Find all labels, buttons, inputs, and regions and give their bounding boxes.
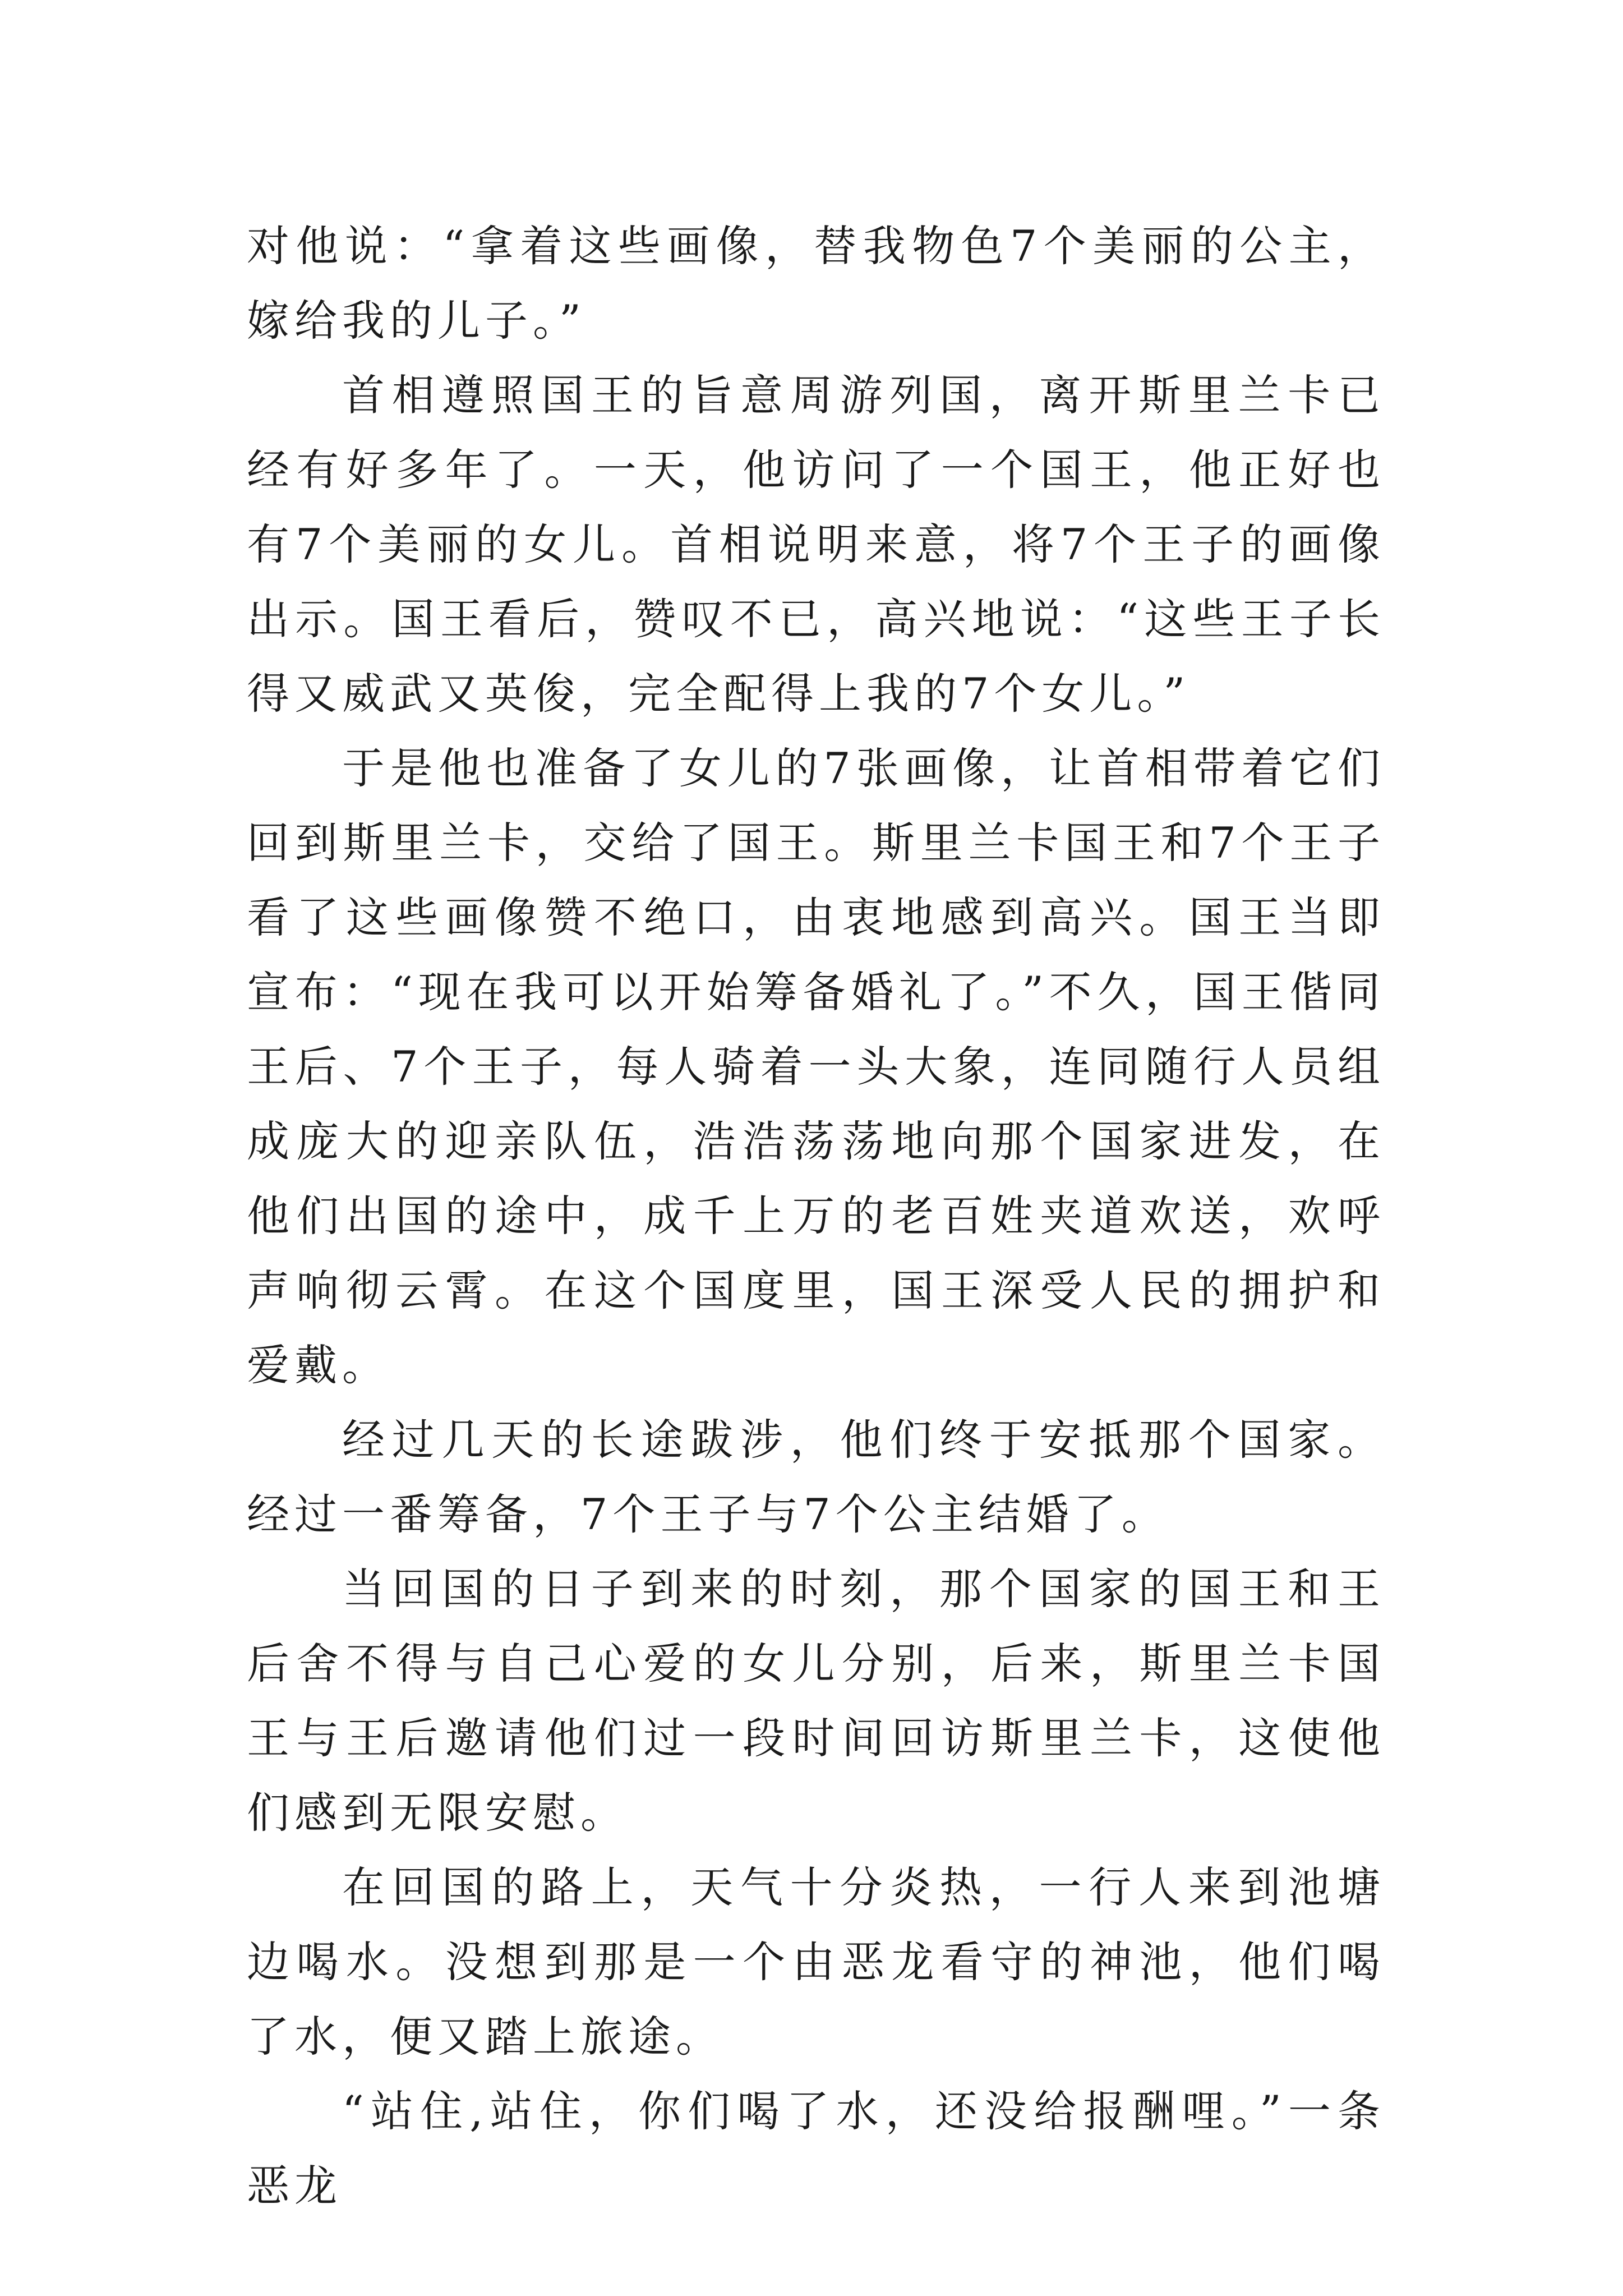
paragraph-1: 对他说：“拿着这些画像，替我物色7个美丽的公主，嫁给我的儿子。” [247,221,1385,346]
paragraph-4: 经过几天的长途跋涉，他们终于安抵那个国家。经过一番筹备，7个王子与7个公主结婚了。 [247,1415,1385,1539]
paragraph-7: “站住,站住，你们喝了水，还没给报酬哩。”一条恶龙 [247,2086,1385,2211]
paragraph-2: 首相遵照国王的旨意周游列国，离开斯里兰卡已经有好多年了。一天，他访问了一个国王，他正好也有7个美丽的女儿。首相说明来意，将7个王子的画像出示。国王看后，赞叹不已，高兴地说：“这些王子长得又威武又英俊，完全配得上我的7个女儿。” [247,370,1385,719]
body-text [247,209,1385,2223]
paragraph-6: 在回国的路上，天气十分炎热，一行人来到池塘边喝水。没想到那是一个由恶龙看守的神池，他们喝了水，便又踏上旅途。 [247,1862,1385,2062]
paragraph-5: 当回国的日子到来的时刻，那个国家的国王和王后舍不得与自己心爱的女儿分别，后来，斯里兰卡国王与王后邀请他们过一段时间回访斯里兰卡，这使他们感到无限安慰。 [247,1564,1385,1838]
paragraph-3: 于是他也准备了女儿的7张画像，让首相带着它们回到斯里兰卡，交给了国王。斯里兰卡国王和7个王子看了这些画像赞不绝口，由衷地感到高兴。国王当即宣布：“现在我可以开始筹备婚礼了。”不久，国王偕同王后、7个王子，每人骑着一头大象，连同随行人员组成庞大的迎亲队伍，浩浩荡荡地向那个国家进发，在他们出国的途中，成千上万的老百姓夹道欢送，欢呼声响彻云霄。在这个国度里，国王深受人民的拥护和爱戴。 [247,743,1385,1390]
